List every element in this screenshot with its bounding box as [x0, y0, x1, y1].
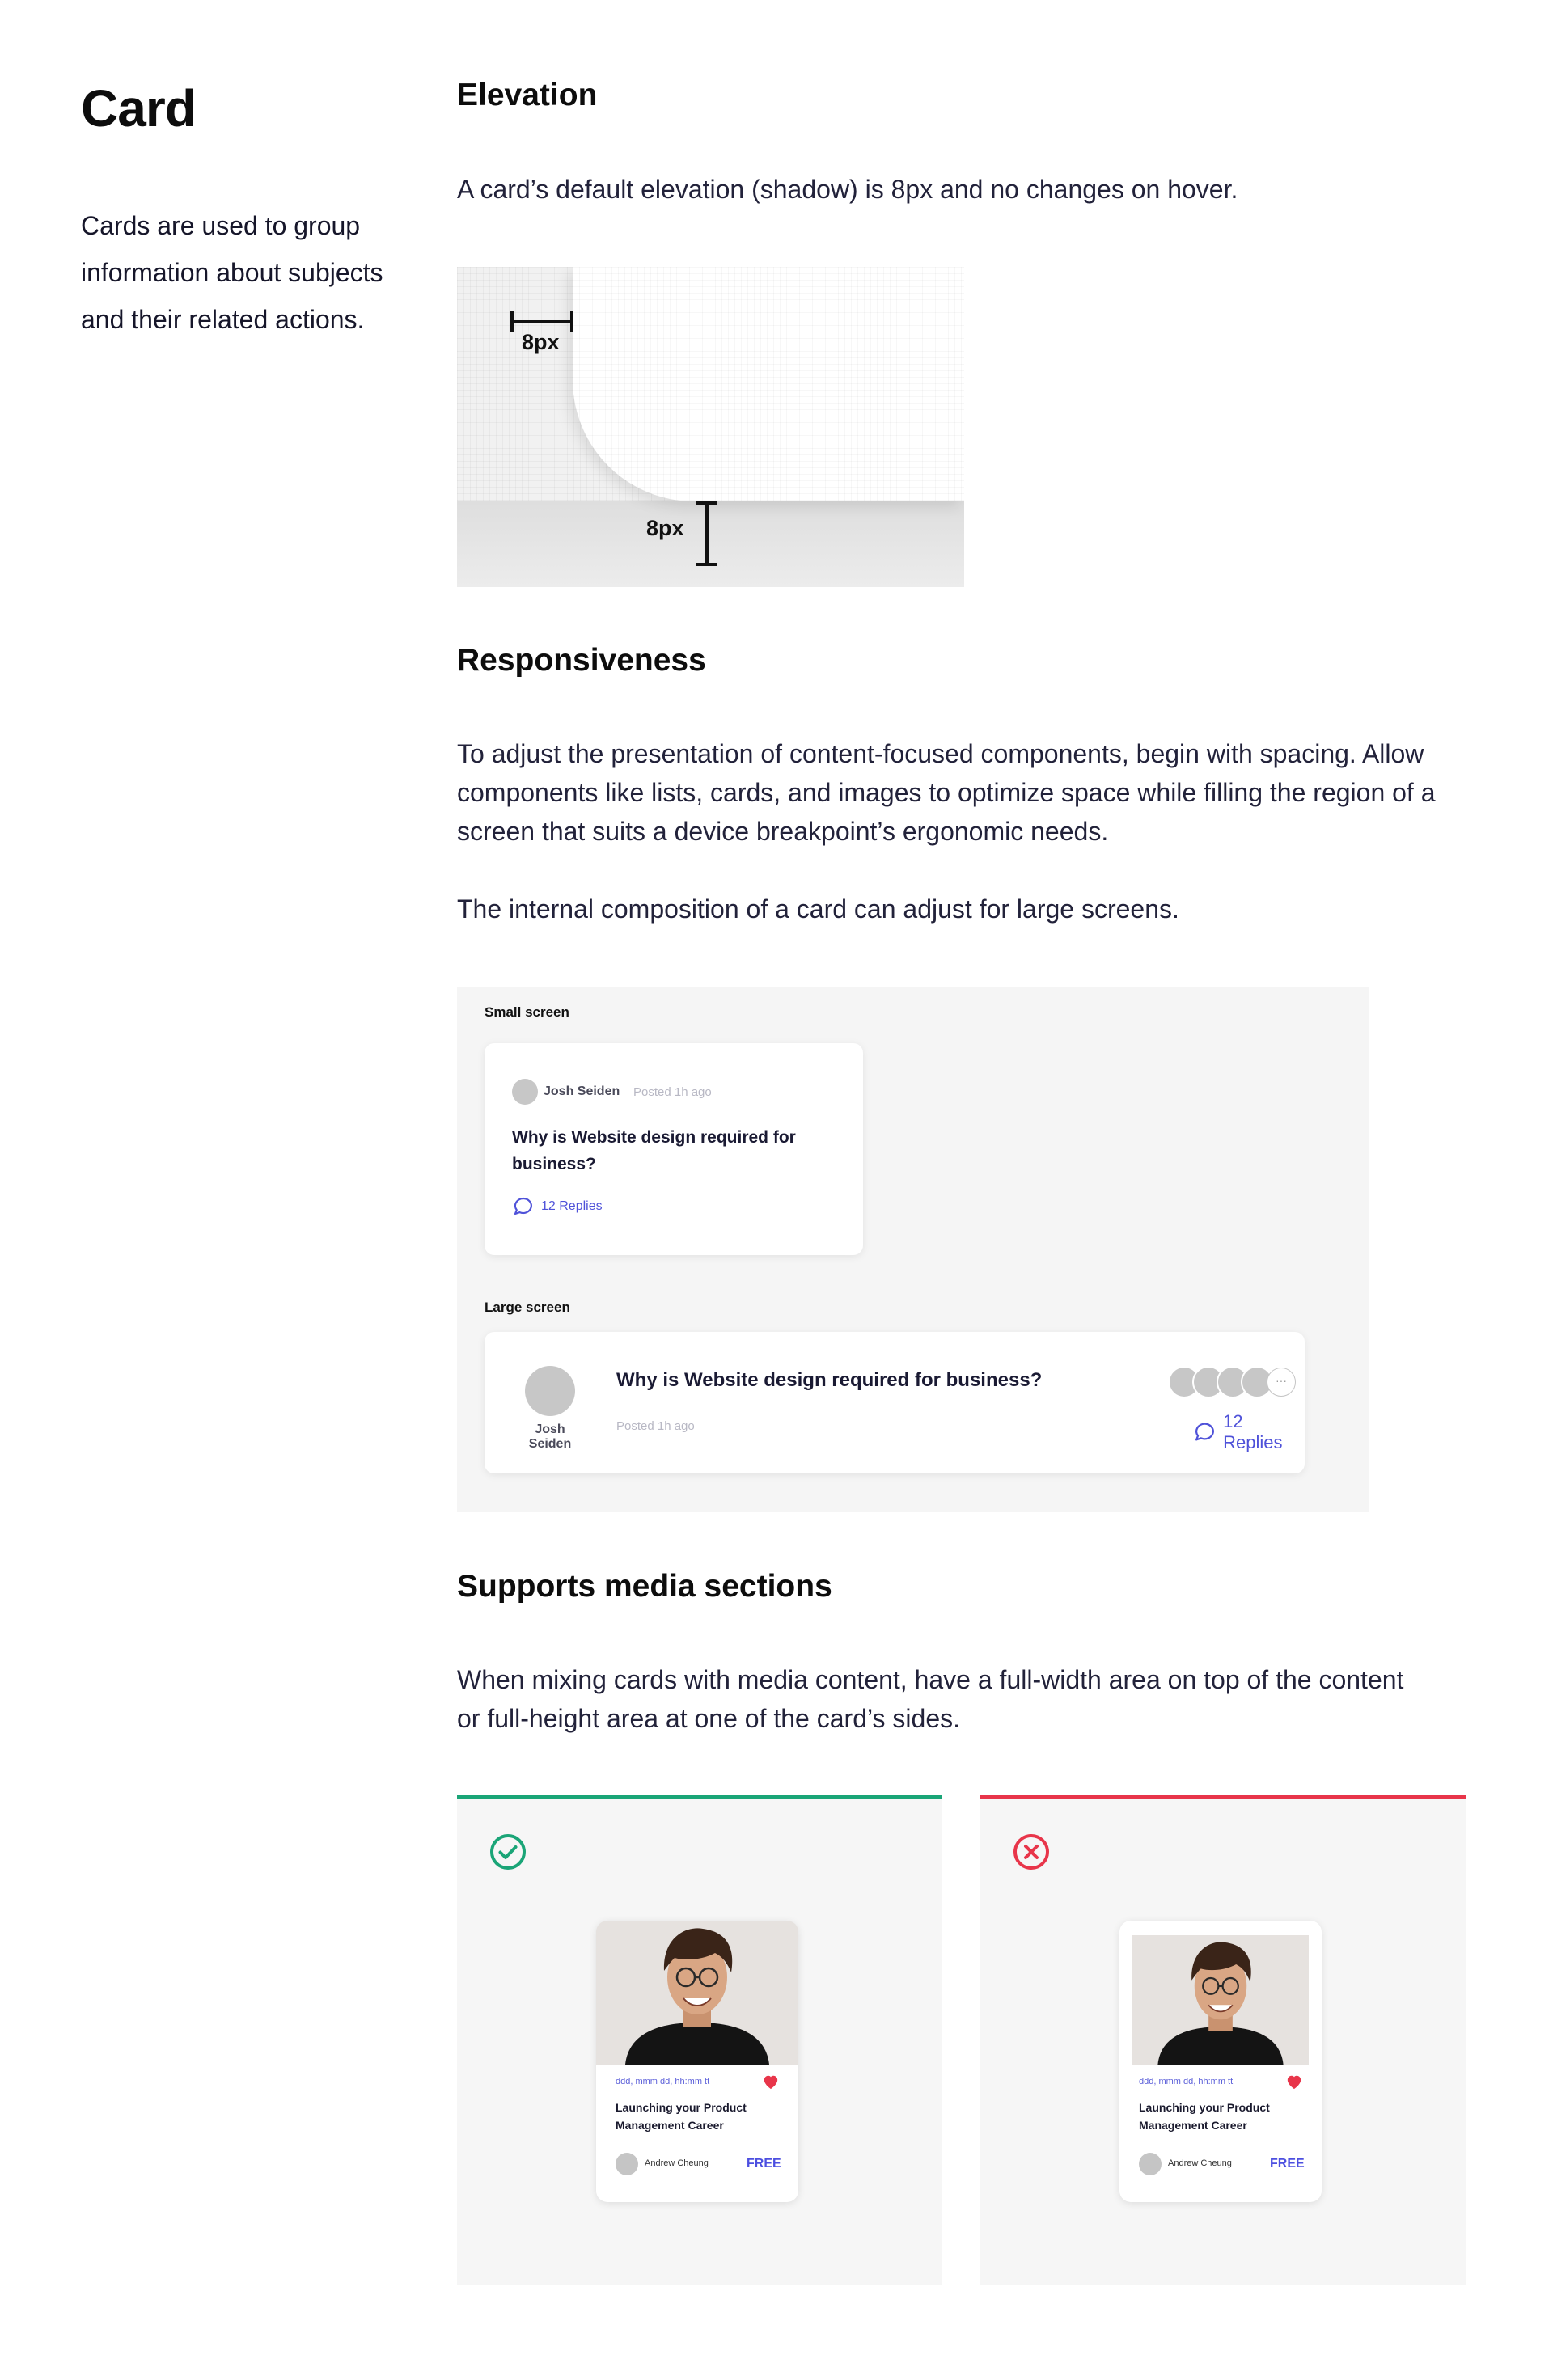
- question-title[interactable]: Why is Website design required for business?: [512, 1128, 796, 1173]
- heart-icon[interactable]: [1285, 2074, 1303, 2090]
- shadow-area: [457, 501, 964, 587]
- author-avatar: [616, 2153, 638, 2175]
- author-name: Josh Seiden: [528, 1423, 572, 1451]
- person-photo: [596, 1921, 798, 2065]
- page-intro: Cards are used to group information about subjects and their related actions.: [81, 211, 383, 334]
- x-circle-icon: [1013, 1833, 1050, 1871]
- elevation-diagram: [457, 267, 964, 587]
- check-circle-icon: [489, 1833, 527, 1871]
- responsiveness-paragraph-1: To adjust the presentation of content-focused components, begin with spacing. Allow components like lists, cards, and images to optimize space while filling the region of a screen that suits a device breakpoint’s ergonomic needs.: [457, 739, 1436, 846]
- responsiveness-demo: [457, 987, 1369, 1512]
- small-screen-card[interactable]: [485, 1043, 863, 1255]
- author-name: Andrew Cheung: [1168, 2158, 1232, 2168]
- author-name: Josh Seiden: [544, 1084, 620, 1098]
- card-photo: [1132, 1935, 1309, 2065]
- media-card-inset-image[interactable]: [1119, 1921, 1322, 2202]
- responsiveness-heading: Responsiveness: [457, 643, 706, 678]
- comment-icon: [512, 1195, 535, 1218]
- media-heading: Supports media sections: [457, 1569, 832, 1604]
- large-screen-card[interactable]: [485, 1332, 1305, 1473]
- media-description: When mixing cards with media content, have a full-width area on top of the content or full-height area at one of the card’s sides.: [457, 1665, 1404, 1733]
- comment-icon: [1193, 1420, 1217, 1444]
- shadow-label: 8px: [646, 516, 684, 540]
- replies-link[interactable]: [1193, 1411, 1305, 1453]
- author-avatar: [1139, 2153, 1162, 2175]
- heart-icon[interactable]: [762, 2074, 780, 2090]
- more-icon[interactable]: ···: [1267, 1368, 1296, 1397]
- do-example-panel: [457, 1795, 942, 2285]
- avatar: [525, 1366, 575, 1416]
- question-title[interactable]: Why is Website design required for business?: [616, 1369, 1043, 1391]
- event-date: ddd, mmm dd, hh:mm tt: [1139, 2077, 1234, 2086]
- person-photo: [1132, 1935, 1309, 2065]
- event-title[interactable]: Launching your Product Management Career: [616, 2101, 747, 2132]
- replies-count: 12 Replies: [1223, 1411, 1283, 1452]
- shadow-measure: [705, 501, 709, 566]
- card-corner: [573, 267, 964, 501]
- event-title[interactable]: Launching your Product Management Career: [1139, 2101, 1270, 2132]
- replies-link[interactable]: [512, 1195, 603, 1218]
- replies-count: 12 Replies: [541, 1199, 603, 1213]
- responsiveness-paragraph-2: The internal composition of a card can adjust for large screens.: [457, 894, 1179, 924]
- elevation-heading: Elevation: [457, 78, 598, 112]
- media-card-full-width[interactable]: [596, 1921, 798, 2202]
- author-name: Andrew Cheung: [645, 2158, 709, 2168]
- elevation-description: A card’s default elevation (shadow) is 8px and no changes on hover.: [457, 175, 1238, 204]
- small-screen-label: Small screen: [485, 1004, 569, 1020]
- price-badge: FREE: [1270, 2157, 1305, 2171]
- card-photo: [596, 1921, 798, 2065]
- dont-example-panel: [980, 1795, 1466, 2285]
- large-screen-label: Large screen: [485, 1300, 570, 1315]
- avatar: [512, 1079, 538, 1105]
- posted-time: Posted 1h ago: [633, 1085, 712, 1099]
- page-title: Card: [81, 79, 196, 137]
- price-badge: FREE: [747, 2157, 781, 2171]
- posted-time: Posted 1h ago: [616, 1419, 695, 1433]
- event-date: ddd, mmm dd, hh:mm tt: [616, 2077, 710, 2086]
- radius-measure: [510, 320, 573, 323]
- radius-label: 8px: [522, 330, 560, 354]
